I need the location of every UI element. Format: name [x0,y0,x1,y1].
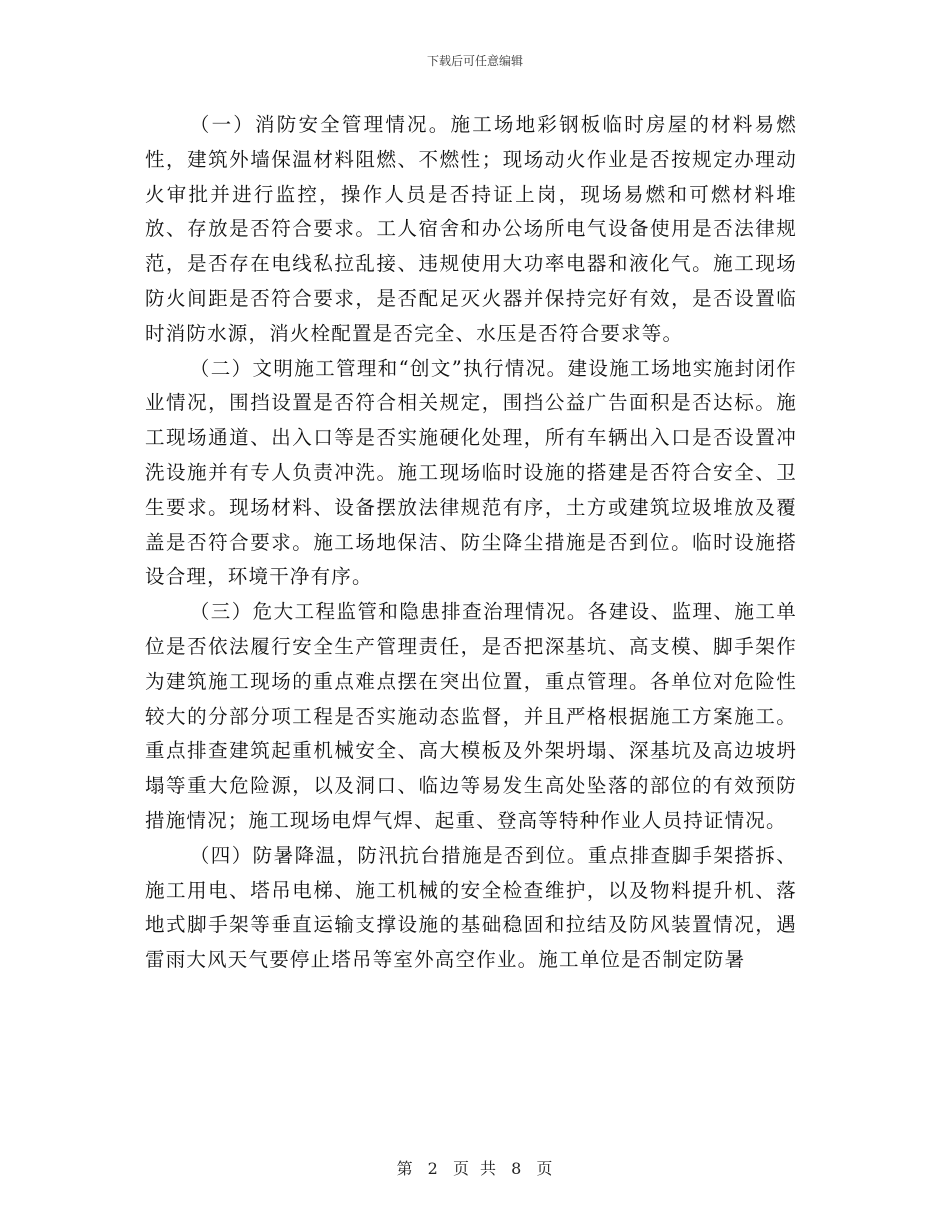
page-header: 下载后可任意编辑 [426,54,523,68]
footer-prefix: 第 [396,1159,414,1178]
footer-suffix: 页 [536,1159,554,1178]
footer-current-page: 2 [427,1159,439,1178]
page-footer [0,1156,950,1179]
footer-mid: 页 共 [452,1159,498,1178]
paragraph-fire-safety: （一）消防安全管理情况。施工场地彩钢板临时房屋的材料易燃性，建筑外墙保温材料阻燃、不燃性；现场动火作业是否按规定办理动火审批并进行监控，操作人员是否持证上岗，现场易燃和可燃材料堆放、存放是否符合要求。工人宿舍和办公场所电气设备使用是否法律规范，是否存在电线私拉乱接、违规使用大功率电器和液化气。施工现场防火间距是否符合要求，是否配足灭火器并保持完好有效，是否设置临时消防水源，消火栓配置是否完全、水压是否符合要求等。 [145,113,797,345]
document-body [145,108,797,978]
footer-total-pages: 8 [511,1159,523,1178]
paragraph-heat-flood-prevention: （四）防暑降温，防汛抗台措施是否到位。重点排查脚手架搭拆、施工用电、塔吊电梯、施工机械的安全检查维护，以及物料提升机、落地式脚手架等垂直运输支撑设施的基础稳固和拉结及防风装置情况，遇雷雨大风天气要停止塔吊等室外高空作业。施工单位是否制定防暑 [145,843,797,972]
paragraph-hazard-inspection: （三）危大工程监管和隐患排查治理情况。各建设、监理、施工单位是否依法履行安全生产管理责任，是否把深基坑、高支模、脚手架作为建筑施工现场的重点难点摆在突出位置，重点管理。各单位对危险性较大的分部分项工程是否实施动态监督，并且严格根据施工方案施工。重点排查建筑起重机械安全、高大模板及外架坍塌、深基坑及高边坡坍塌等重大危险源，以及洞口、临边等易发生高处坠落的部位的有效预防措施情况；施工现场电焊气焊、起重、登高等特种作业人员持证情况。 [145,600,797,832]
paragraph-civilized-construction: （二）文明施工管理和“创文”执行情况。建设施工场地实施封闭作业情况，围挡设置是否符合相关规定，围挡公益广告面积是否达标。施工现场通道、出入口等是否实施硬化处理，所有车辆出入口是否设置冲洗设施并有专人负责冲洗。施工现场临时设施的搭建是否符合安全、卫生要求。现场材料、设备摆放法律规范有序，土方或建筑垃圾堆放及覆盖是否符合要求。施工场地保洁、防尘降尘措施是否到位。临时设施搭设合理，环境干净有序。 [145,356,797,589]
